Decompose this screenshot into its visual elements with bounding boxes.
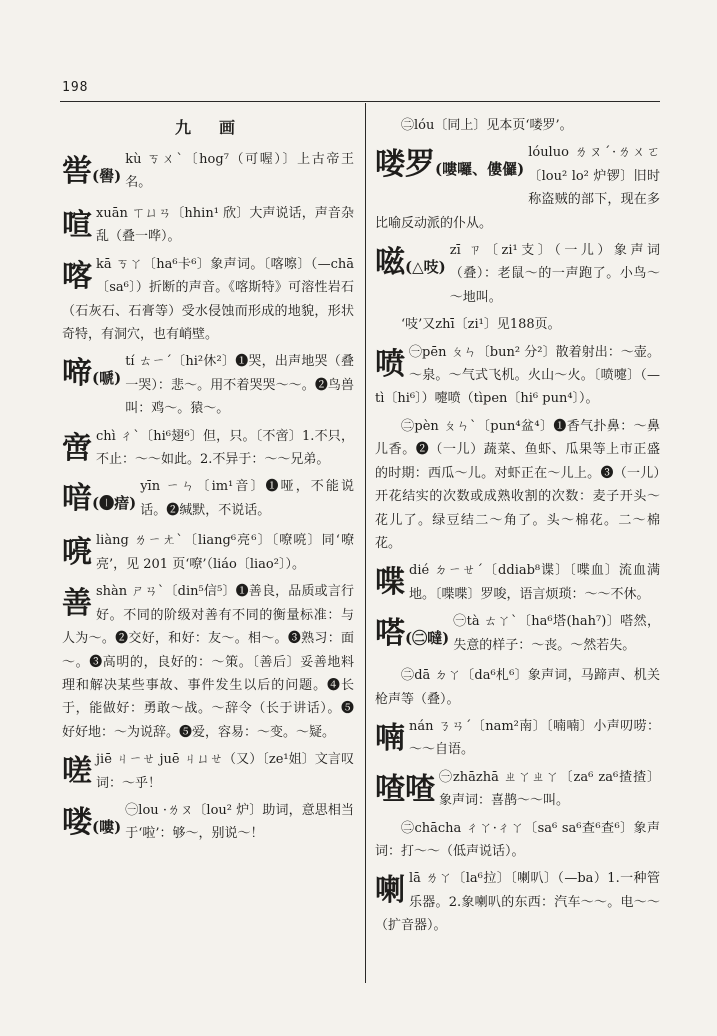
definition: chì ㄔˋ〔hi⁶翅⁶〕但，只。〔不啻〕1.不只，不止：～～如此。2.不异于：～～兄弟。 — [96, 428, 354, 468]
dictionary-entry — [62, 799, 354, 849]
headword: 嗟 — [62, 754, 92, 790]
headword-variant: (嚳) — [92, 167, 122, 185]
headword: 喇 — [375, 873, 405, 909]
headword: 喋 — [375, 565, 405, 601]
dictionary-entry — [62, 748, 354, 795]
headword: 喑(❶瘖) — [62, 481, 137, 517]
definition: ‘吱’又zhī〔zi¹〕见188页。 — [401, 317, 561, 333]
dictionary-entry — [375, 313, 660, 336]
dictionary-entry — [62, 425, 354, 472]
headword: 喀 — [62, 258, 92, 294]
definition: ㊁chācha ㄔㄚ·ㄔㄚ〔sa⁶ sa⁶查⁶查⁶〕象声词：打～～（低声说话）。 — [375, 820, 660, 859]
headword: 喳喳 — [375, 771, 435, 807]
headword: 啻 — [62, 430, 92, 466]
dictionary-entry — [375, 766, 660, 813]
dictionary-entry — [62, 148, 354, 198]
headword: 喧 — [62, 208, 92, 243]
right-column — [375, 112, 660, 942]
dictionary-entry — [62, 202, 354, 249]
dictionary-entry — [62, 350, 354, 420]
dictionary-entry — [375, 715, 660, 762]
headword-variant: (嘍) — [92, 817, 122, 836]
dictionary-entry — [375, 415, 660, 555]
definition: liàng ㄌㄧㄤˋ〔liang⁶亮⁶〕〔嘹喨〕同‘嘹亮’，见 201 页‘嘹’（liáo〔liao²〕）。 — [96, 533, 354, 572]
headword: 喷 — [375, 346, 405, 382]
definition: shàn ㄕㄢˋ〔din⁵信⁵〕❶善良，品质或言行好。不同的阶级对善有不同的衡量标准：与人为～。❷交好，和好：友～。相～。❸熟习：面～。❸高明的，良好的：～策。〔善后〕妥善地料理和解决某些事故、事件发生以后的问题。❹长于，能做好：勇敢～战。～辞令（长于讲话）。❺好好地：～为说辞。❺爱，容易：～变。～疑。 — [62, 584, 354, 740]
dictionary-entry — [62, 253, 354, 347]
headword: 嗒(㊁噠) — [375, 616, 450, 652]
dictionary-entry — [375, 610, 660, 660]
headword: 善 — [62, 586, 92, 622]
definition: ㊀lou ·ㄌㄡ〔lou² 炉〕助词，意思相当于‘啦’：够～，别说～！ — [125, 802, 354, 842]
dictionary-entry — [375, 141, 660, 235]
dictionary-entry — [375, 817, 660, 864]
definition: tí ㄊㄧˊ〔hi²休²〕❶哭，出声地哭（叠一哭）：悲～。用不着哭哭～～。❷鸟兽叫：鸡～。猿～。 — [125, 354, 354, 417]
headword: 喾(嚳) — [62, 154, 122, 189]
headword: 喽罗(嘍囉、僂儸) — [375, 147, 525, 183]
definition: lā ㄌㄚ〔la⁶拉〕〔喇叭〕（—ba）1.一种管乐器。2.象喇叭的东西：汽车～～。电～～（扩音器）。 — [375, 871, 660, 934]
dictionary-entry — [375, 559, 660, 606]
headword-variant: (嘍囉、僂儸) — [435, 160, 525, 179]
page-number: 198 — [62, 80, 89, 95]
dictionary-entry — [62, 580, 354, 744]
dictionary-entry — [375, 341, 660, 411]
definition: nán ㄋㄢˊ〔nam²南〕〔喃喃〕小声叨唠：～～自语。 — [409, 718, 660, 758]
dictionary-entry — [375, 867, 660, 937]
headword: 喽(嘍) — [62, 804, 122, 840]
definition: dié ㄉㄧㄝˊ〔ddiab⁸谍〕〔喋血〕流血满地。〔喋喋〕罗唆，语言烦琐：～～不休。 — [409, 563, 660, 602]
dictionary-entry — [375, 664, 660, 711]
left-entries — [62, 148, 354, 849]
dictionary-entry — [62, 529, 354, 576]
header-rule — [60, 101, 660, 102]
definition: yīn ㄧㄣ〔im¹音〕❶哑，不能说话。❷缄默，不说话。 — [140, 479, 354, 518]
headword-variant: (△吱) — [405, 258, 446, 277]
section-heading: 九 画 — [174, 118, 241, 137]
headword: 啼(嗁) — [62, 356, 122, 392]
headword: 嗞(△吱) — [375, 245, 446, 281]
dictionary-entry — [375, 114, 660, 137]
headword-variant: (㊁噠) — [405, 629, 450, 648]
definition: ㊁dā ㄉㄚ〔da⁶札⁶〕象声词，马蹄声、机关枪声等（叠）。 — [375, 668, 660, 707]
definition: kù ㄎㄨˋ〔hog⁷（可喔）〕上古帝王名。 — [125, 152, 354, 191]
dictionary-entry — [375, 239, 660, 309]
definition: zī ㄗ〔zi¹支〕（一儿）象声词（叠）：老鼠～的一声跑了。小鸟～～地叫。 — [449, 243, 660, 305]
headword-variant: (❶瘖) — [92, 494, 137, 513]
definition: ㊁pèn ㄆㄣˋ〔pun⁴盆⁴〕❶香气扑鼻：～鼻儿香。❷（一儿）蔬菜、鱼虾、瓜果等上市正盛的时期：西瓜～儿。对虾正在～儿上。❸（一儿）开花结实的次数或成熟收割的次数：麦子开头～花儿了。绿豆结二～角了。头～棉花。二～棉花。 — [375, 418, 660, 551]
definition: lóuluo ㄌㄡˊ·ㄌㄨㄛ〔lou² lo² 炉锣〕旧时称盗贼的部下，现在多比喻反动派的仆从。 — [375, 145, 660, 231]
definition: ㊀tà ㄊㄚˋ〔ha⁶塔(hah⁷)〕嗒然，失意的样子：～丧。～然若失。 — [453, 614, 660, 653]
definition: ㊀pēn ㄆㄣ〔bun² 分²〕散着射出：～壶。～泉。～气式飞机。火山～火。〔喷嚏〕（—tì〔hi⁶〕）嚏喷（tìpen〔hi⁶ pun⁴〕）。 — [375, 344, 660, 407]
definition: jiē ㄐㄧㄝ juē ㄐㄩㄝ（又）〔ze¹姐〕文言叹词：～乎！ — [96, 752, 354, 791]
dictionary-entry — [62, 475, 354, 525]
headword-variant: (嗁) — [92, 369, 122, 388]
definition: kā ㄎㄚ〔ha⁶卡⁶〕象声词。〔喀嚓〕（—chā〔sa⁶〕）折断的声音。《喀斯特》可溶性岩石（石灰石、石膏等）受水侵蚀而形成的地貌，形状奇特，有洞穴，也有峭壁。 — [62, 256, 354, 343]
definition: ㊀zhāzhā ㄓㄚㄓㄚ〔za⁶ za⁶揸揸〕象声词：喜鹊～～叫。 — [439, 769, 660, 809]
column-divider — [365, 103, 366, 983]
definition: ㊁lóu〔同上〕见本页‘喽罗’。 — [401, 118, 573, 133]
right-entries — [375, 114, 660, 938]
headword: 喃 — [375, 720, 405, 756]
headword: 喨 — [62, 535, 92, 571]
left-column — [62, 112, 354, 853]
definition: xuān ㄒㄩㄢ〔hhin¹ 欣〕大声说话，声音杂乱（叠一哗）。 — [96, 206, 354, 245]
